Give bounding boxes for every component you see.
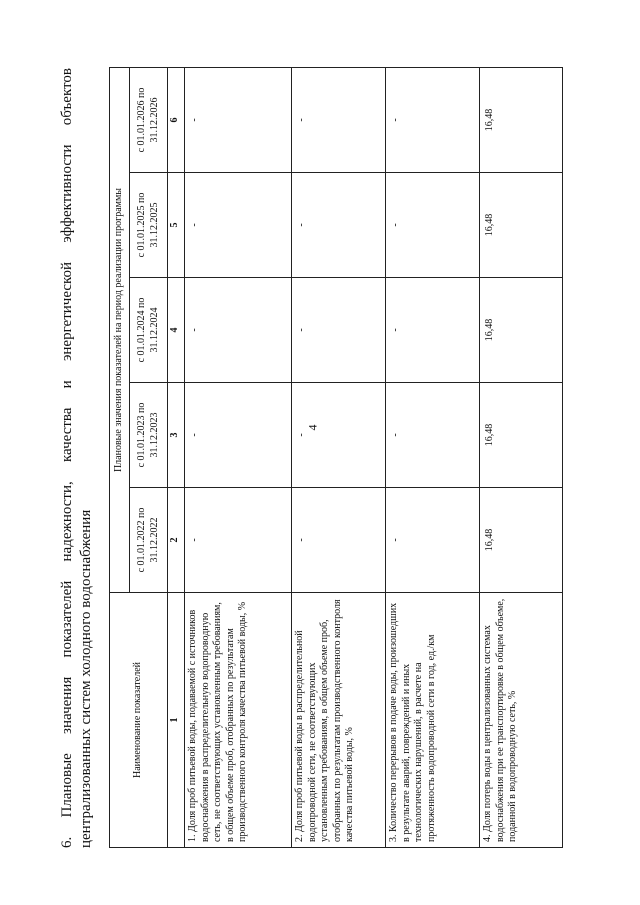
column-number: 5 <box>168 173 185 278</box>
col-header-name: Наименование показателей <box>110 593 168 848</box>
page-number: 4 <box>305 424 320 431</box>
indicator-value: - <box>386 278 480 383</box>
indicator-name: 2. Доля проб питьевой воды в распределительной водопроводной сети, не соответствующих установленным требованиям, в общем объеме проб, отобранных по результатам производственного контроля качества питьевой воды, % <box>292 593 386 848</box>
heading-line-2: централизованных систем холодного водоснабжения <box>78 509 94 848</box>
indicator-value: - <box>386 383 480 488</box>
heading-line-1: 6. Плановые значения показателей надежности, качества и энергетической эффективности объектов <box>59 68 75 848</box>
indicator-value: - <box>292 278 386 383</box>
indicators-table <box>109 67 563 848</box>
section-heading <box>58 68 96 848</box>
indicator-value: - <box>386 173 480 278</box>
indicator-value: - <box>292 68 386 173</box>
col-header-period-group: Плановые значения показателей на период реализации программы <box>110 68 130 593</box>
indicator-value: - <box>185 383 292 488</box>
indicator-value: - <box>292 488 386 593</box>
column-number: 1 <box>168 593 185 848</box>
table-row <box>292 68 386 848</box>
indicator-value: - <box>185 278 292 383</box>
column-number: 6 <box>168 68 185 173</box>
column-number: 3 <box>168 383 185 488</box>
indicator-value: 16,48 <box>480 383 563 488</box>
indicator-value: - <box>386 68 480 173</box>
table-row <box>185 68 292 848</box>
col-header-period-2024: с 01.01.2024 по 31.12.2024 <box>130 278 168 383</box>
indicator-value: - <box>292 383 386 488</box>
rotated-page-content <box>55 68 640 848</box>
col-header-period-2025: с 01.01.2025 по 31.12.2025 <box>130 173 168 278</box>
table-row <box>386 68 480 848</box>
indicator-value: 16,48 <box>480 173 563 278</box>
column-number: 4 <box>168 278 185 383</box>
indicator-value: - <box>386 488 480 593</box>
col-header-period-2022: с 01.01.2022 по 31.12.2022 <box>130 488 168 593</box>
indicator-name: 1. Доля проб питьевой воды, подаваемой с источников водоснабжения в распределительную водопроводную сеть, не соответствующих установленным требованиям, в общем объеме проб, отобранных по результатам производственного контроля качества питьевой воды, % <box>185 593 292 848</box>
indicator-value: 16,48 <box>480 278 563 383</box>
indicator-name: 3. Количество перерывов в подаче воды, произошедших в результате аварий, повреждений и иных технологических нарушений, в расчете на протяженность водопроводной сети в год, ед./км <box>386 593 480 848</box>
column-number: 2 <box>168 488 185 593</box>
col-header-period-2023: с 01.01.2023 по 31.12.2023 <box>130 383 168 488</box>
col-header-period-2026: с 01.01.2026 по 31.12.2026 <box>130 68 168 173</box>
indicator-value: 16,48 <box>480 68 563 173</box>
indicator-value: - <box>185 68 292 173</box>
indicator-value: 16,48 <box>480 488 563 593</box>
indicator-value: - <box>185 173 292 278</box>
indicator-value: - <box>185 488 292 593</box>
table-row <box>480 68 563 848</box>
indicator-name: 4. Доля потерь воды в централизованных системах водоснабжения при ее транспортировке в общем объеме, поданной в водопроводную сеть, % <box>480 593 563 848</box>
indicator-value: - <box>292 173 386 278</box>
column-number-row <box>168 68 185 848</box>
